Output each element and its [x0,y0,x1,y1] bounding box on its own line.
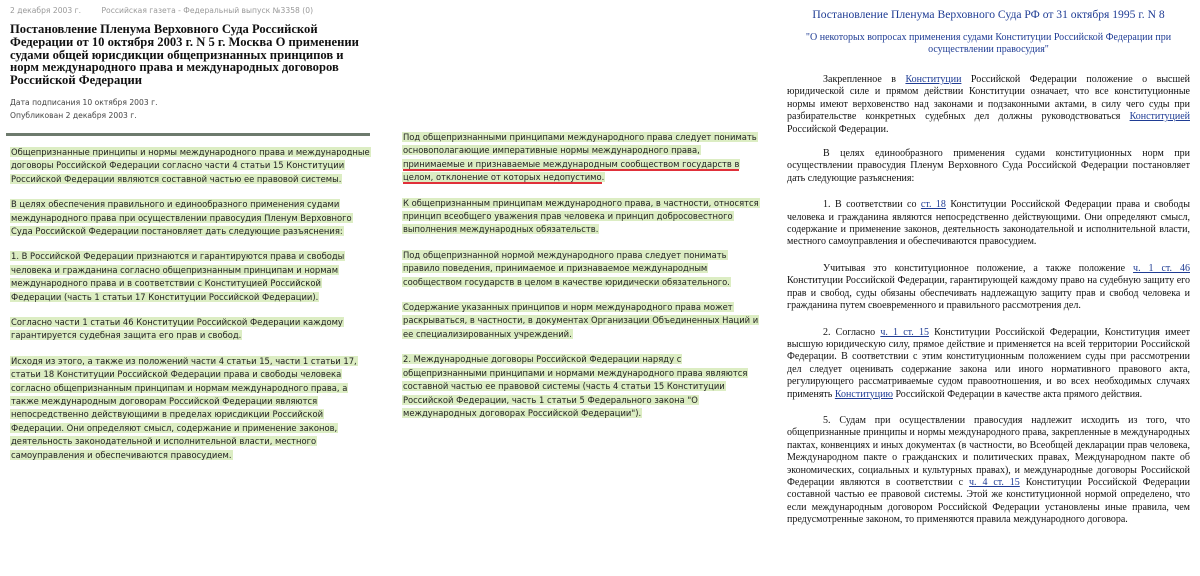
middle-paragraph-3: Под общепризнанной нормой международного права следует понимать правило поведения, принимаемое и признаваемое международным сообществом государств в целом в качестве юридически обязательного. [403,249,730,287]
left-paragraph-4: Согласно части 1 статьи 46 Конституции Российской Федерации каждому гарантируется судебная защита его прав и свобод. [11,317,343,341]
left-paragraph-5: Исходя из этого, а также из положений части 4 статьи 15, части 1 статьи 17, статьи 18 Конституции Российской Федерации права и свободы человека согласно общепризнанным принципам и нормам международного права, а также международным договорам Российской Федерации являются непосредственно действующими в пределах юрисдикции Российской Федерации. Они определяют смысл, содержание и применение законов, деятельность законодательной и исполнительной власти, местного самоуправления и обеспечиваются правосудием. [11,355,357,460]
middle-paragraph-4: Содержание указанных принципов и норм международного права может раскрываться, в частности, в документах Организации Объединенных Наций и ее специализированных учреждений. [403,302,759,339]
article-15-part-1-link[interactable]: ч. 1 ст. 15 [880,326,929,338]
title-divider [6,133,370,136]
middle-paragraph-definition: Под общепризнанными принципами международного права следует понимать основополагающие императивные нормы международного права, принимаемые и признаваемые международным сообществом государств в целом, отклонение от которых недопустимо. [403,132,757,183]
article-15-part-4-link[interactable]: ч. 4 ст. 15 [969,476,1020,488]
left-paragraph-1: Общепризнанные принципы и нормы международного права и международные договоры Российской Федерации согласно части 4 статьи 15 Конституции Российской Федерации являются составной частью ее правовой системы. [11,146,370,184]
constitution-link-3[interactable]: Конституцию [834,388,893,400]
left-article [10,6,372,474]
middle-paragraph-5: 2. Международные договоры Российской Федерации наряду с общепризнанными принципами и нормами международного права являются составной частью ее правовой системы (часть 4 статьи 15 Конституции Российской Федерации, часть 1 статьи 5 Федерального закона "О международных договорах Российской Федерации"). [403,354,748,418]
article-18-link[interactable]: ст. 18 [920,199,946,211]
right-paragraph-1: Закрепленное в Конституции Российской Федерации положение о высшей юридической силе и прямом действии Конституции означает, что все конституционные нормы имеют верховенство над законами и подзаконными актами, в силу чего суды при разбирательстве конкретных судебных дел должны руководствоваться Конституцией Российской Федерации. [787,74,1190,135]
article-date: 2 декабря 2003 г. [10,6,82,15]
right-paragraph-4: Учитывая это конституционное положение, а также положение ч. 1 ст. 46 Конституции Российской Федерации, гарантирующей каждому право на судебную защиту его прав и свобод, суды обязаны обеспечивать надлежащую защиту прав и свобод человека и гражданина путем своевременного и правильного рассмотрения дел. [787,262,1190,312]
resolution-subtitle: "О некоторых вопросах применения судами Конституции Российской Федерации при осуществлении правосудия" [805,32,1172,55]
red-underline-annotation: принимаемые и признаваемые международным сообществом государств в целом, отклонение от которых недопустимо [403,158,740,183]
right-document [787,8,1190,539]
right-paragraph-5: 2. Согласно ч. 1 ст. 15 Конституции Российской Федерации, Конституция имеет высшую юридическую силу, прямое действие и применяется на всей территории Российской Федерации. В соответствии с этим конституционным положением суды при рассмотрении дел следует оценивать содержание закона или иного нормативного правового акта, регулирующего рассматриваемые судом правоотношения, и во всех необходимых случаях применять Конституцию Российской Федерации в качестве акта прямого действия. [787,326,1190,400]
right-paragraph-2: В целях единообразного применения судами конституционных норм при осуществлении правосудия Пленум Верховного Суда Российской Федерации постановляет дать следующие разъяснения: [787,148,1190,184]
constitution-link-2[interactable]: Конституцией [1129,111,1190,123]
signing-date: Дата подписания 10 октября 2003 г. [10,97,158,107]
right-paragraph-6: 5. Судам при осуществлении правосудия надлежит исходить из того, что общепризнанные принципы и нормы международного права, закрепленные в международных пактах, конвенциях и иных документах (в частности, во Всеобщей декларации прав человека, Международном пакте о гражданских и политических правах, Международном пакте об экономических, социальных и культурных правах), и международные договоры Российской Федерации являются в соответствии с ч. 4 ст. 15 Конституции Российской Федерации составной частью ее правовой системы. Этой же конституционной нормой определено, что если международным договором Российской Федерации установлены иные правила, чем предусмотренные законом, то применяются правила международного договора. [787,414,1190,526]
resolution-title: Постановление Пленума Верховного Суда РФ от 31 октября 1995 г. N 8 [812,8,1165,21]
article-title: Постановление Пленума Верховного Суда Российской Федерации от 10 октября 2003 г. N 5 г. Москва О применении судами общей юрисдикции общепризнанных принципов и норм международного права и международных договоров Российской Федерации [10,22,359,88]
article-46-link[interactable]: ч. 1 ст. 46 [1133,262,1190,274]
article-meta [10,6,372,18]
middle-paragraph-2: К общепризнанным принципам международного права, в частности, относятся принцип всеобщего уважения прав человека и принцип добросовестного выполнения международных обязательств. [403,197,759,235]
publication-date: Опубликован 2 декабря 2003 г. [10,110,137,120]
left-paragraph-3: 1. В Российской Федерации признаются и гарантируются права и свободы человека и гражданина согласно общепризнанным принципам и нормам международного права и в соответствии с Конституцией Российской Федерации (часть 1 статьи 17 Конституции Российской Федерации). [11,251,345,302]
constitution-link[interactable]: Конституции [905,74,962,85]
left-paragraph-2: В целях обеспечения правильного и единообразного применения судами международного права при осуществлении правосудия Пленум Верховного Суда Российской Федерации постановляет дать следующие разъяснения: [11,199,352,237]
middle-excerpt [402,131,759,432]
article-source: Российская газета - Федеральный выпуск №3358 (0) [101,6,314,15]
right-paragraph-3: 1. В соответствии со ст. 18 Конституции Российской Федерации права и свободы человека и гражданина являются непосредственно действующими. Они определяют смысл, содержание и применение законов, деятельность законодательной и исполнительной власти, местного самоуправления и обеспечиваются правосудием. [787,199,1190,248]
